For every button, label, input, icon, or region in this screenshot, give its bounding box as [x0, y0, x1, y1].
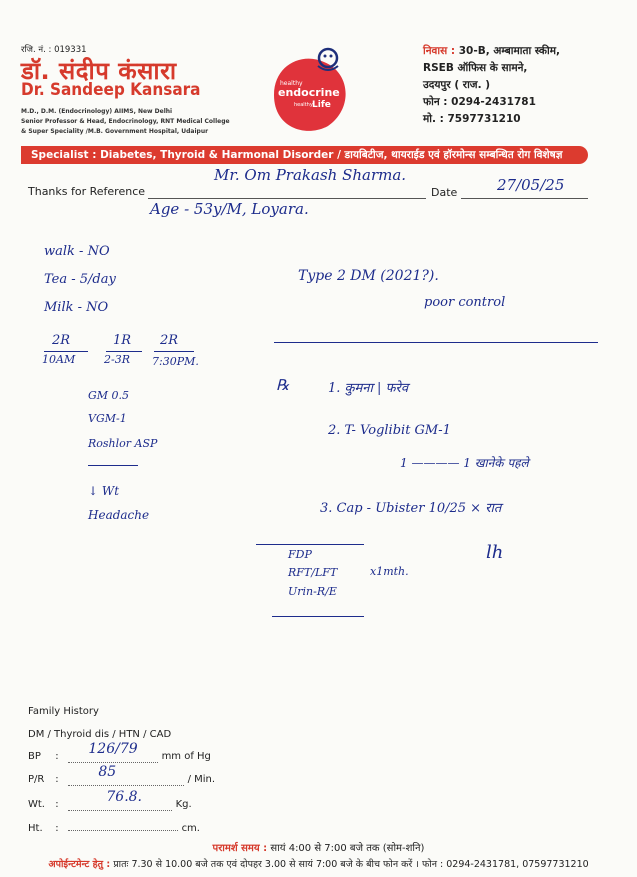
- meal-top: 2R: [52, 333, 71, 348]
- address-text: 30-B, अम्बामाता स्कीम,: [458, 45, 560, 57]
- note-weight-loss: ↓ Wt: [88, 484, 120, 498]
- note-gm: GM 0.5: [88, 389, 130, 402]
- logo-text: Life: [312, 100, 331, 110]
- consult-label: परामर्श समय :: [212, 843, 268, 854]
- weight-unit: Kg.: [175, 799, 192, 810]
- address-label: निवास :: [423, 45, 456, 57]
- logo-text: healthy: [294, 102, 313, 108]
- bp-value: 126/79: [88, 741, 138, 757]
- bp-unit: mm of Hg: [161, 751, 211, 762]
- divider-line: [272, 616, 364, 617]
- note-milk: Milk - NO: [44, 300, 109, 315]
- logo-text: healthy: [280, 80, 303, 87]
- credential-line: & Super Speciality /M.B. Government Hospital, Udaipur: [21, 128, 209, 135]
- patient-name: Mr. Om Prakash Sharma.: [214, 166, 407, 184]
- date-line: [461, 198, 588, 199]
- meal-time: 2-3R: [104, 353, 130, 366]
- consult-value: सायं 4:00 से 7:00 बजे तक (सोम-शनि): [270, 843, 425, 854]
- fraction-line: [44, 351, 88, 352]
- note-headache: Headache: [88, 508, 150, 522]
- rx-symbol: ℞: [276, 376, 290, 394]
- address-line-3: उदयपुर ( राज. ): [423, 79, 491, 91]
- pulse-row: P/R : 85 / Min.: [28, 764, 216, 785]
- bp-field: [68, 741, 158, 763]
- rx-item-2: 2. T- Voglibit GM-1: [328, 423, 451, 438]
- meal-time: 7:30PM.: [152, 355, 199, 368]
- date-label: Date: [431, 186, 458, 199]
- note-walk: walk - NO: [44, 244, 110, 259]
- rx-item-1: 1. कुमना | फरेव: [328, 381, 409, 396]
- height-unit: cm.: [181, 823, 200, 834]
- height-label: Ht.: [28, 823, 43, 834]
- phone-number: फोन : 0294-2431781: [423, 96, 536, 108]
- control-note: poor control: [424, 295, 506, 310]
- note-tea: Tea - 5/day: [44, 272, 116, 287]
- bp-row: BP : 126/79 mm of Hg: [28, 741, 211, 762]
- tests-frequency: x1mth.: [370, 565, 409, 578]
- divider-line: [88, 465, 138, 466]
- rx-item-2-dosage: 1 ———— 1 खानेके पहले: [400, 456, 529, 470]
- registration-number: रजि. नं. : 019331: [21, 45, 87, 55]
- divider-line: [256, 544, 364, 545]
- family-history-conditions: DM / Thyroid dis / HTN / CAD: [28, 729, 172, 740]
- bp-label: BP: [28, 751, 41, 762]
- mobile-number: मो. : 7597731210: [423, 113, 521, 125]
- test-item: RFT/LFT: [288, 566, 338, 579]
- clinic-logo: [262, 40, 362, 140]
- logo-text: endocrine: [278, 86, 340, 99]
- fraction-line: [106, 351, 142, 352]
- appointment-info: [0, 857, 637, 870]
- meal-time: 10AM: [42, 353, 76, 366]
- divider-line: [274, 342, 598, 343]
- consult-timing: [0, 840, 637, 854]
- address-line-1: [423, 44, 560, 58]
- address-line-2: RSEB ऑफिस के सामने,: [423, 62, 528, 74]
- height-row: Ht. : cm.: [28, 823, 200, 834]
- pulse-unit: / Min.: [187, 774, 216, 785]
- meal-top: 2R: [160, 333, 179, 348]
- pulse-value: 85: [98, 764, 117, 780]
- note-roshlor: Roshlor ASP: [88, 437, 158, 450]
- test-item: FDP: [288, 548, 312, 561]
- credential-line: Senior Professor & Head, Endocrinology, RNT Medical College: [21, 118, 230, 125]
- weight-row: Wt. : 76.8. Kg.: [28, 789, 192, 810]
- weight-value: 76.8.: [106, 789, 142, 805]
- specialist-banner: Specialist : Diabetes, Thyroid & Harmonal Disorder / डायबिटीज, थायराईड एवं हॉरमोन्स सम्बन्धित रोग विशेषज्ञ: [21, 146, 588, 164]
- reference-line: [148, 198, 426, 199]
- appointment-value: प्रातः 7.30 से 10.00 बजे तक एवं दोपहर 3.00 से सायं 7:00 बजे के बीच फोन करें । फोन : 0294-2431781, 07597731210: [113, 859, 589, 870]
- diagnosis: Type 2 DM (2021?).: [298, 268, 439, 284]
- rx-item-3: 3. Cap - Ubister 10/25 × रात: [320, 501, 502, 516]
- pulse-label: P/R: [28, 774, 45, 785]
- thanks-label: Thanks for Reference: [28, 185, 146, 198]
- fraction-line: [154, 351, 194, 352]
- note-vgm: VGM-1: [88, 412, 127, 425]
- credential-line: M.D., D.M. (Endocrinology) AIIMS, New Delhi: [21, 108, 173, 115]
- doctor-name-english: Dr. Sandeep Kansara: [21, 80, 201, 100]
- doctor-signature: lh: [486, 542, 504, 563]
- family-history-title: Family History: [28, 706, 99, 717]
- patient-age-location: Age - 53y/M, Loyara.: [150, 200, 309, 218]
- weight-label: Wt.: [28, 799, 45, 810]
- test-item: Urin-R/E: [288, 585, 337, 598]
- appointment-label: अपोईन्टमेन्ट हेतु :: [48, 859, 111, 870]
- height-field: [68, 830, 178, 831]
- doctor-name-hindi: डॉ. संदीप कंसारा: [21, 57, 177, 85]
- meal-top: 1R: [113, 333, 132, 348]
- date-value: 27/05/25: [497, 176, 565, 194]
